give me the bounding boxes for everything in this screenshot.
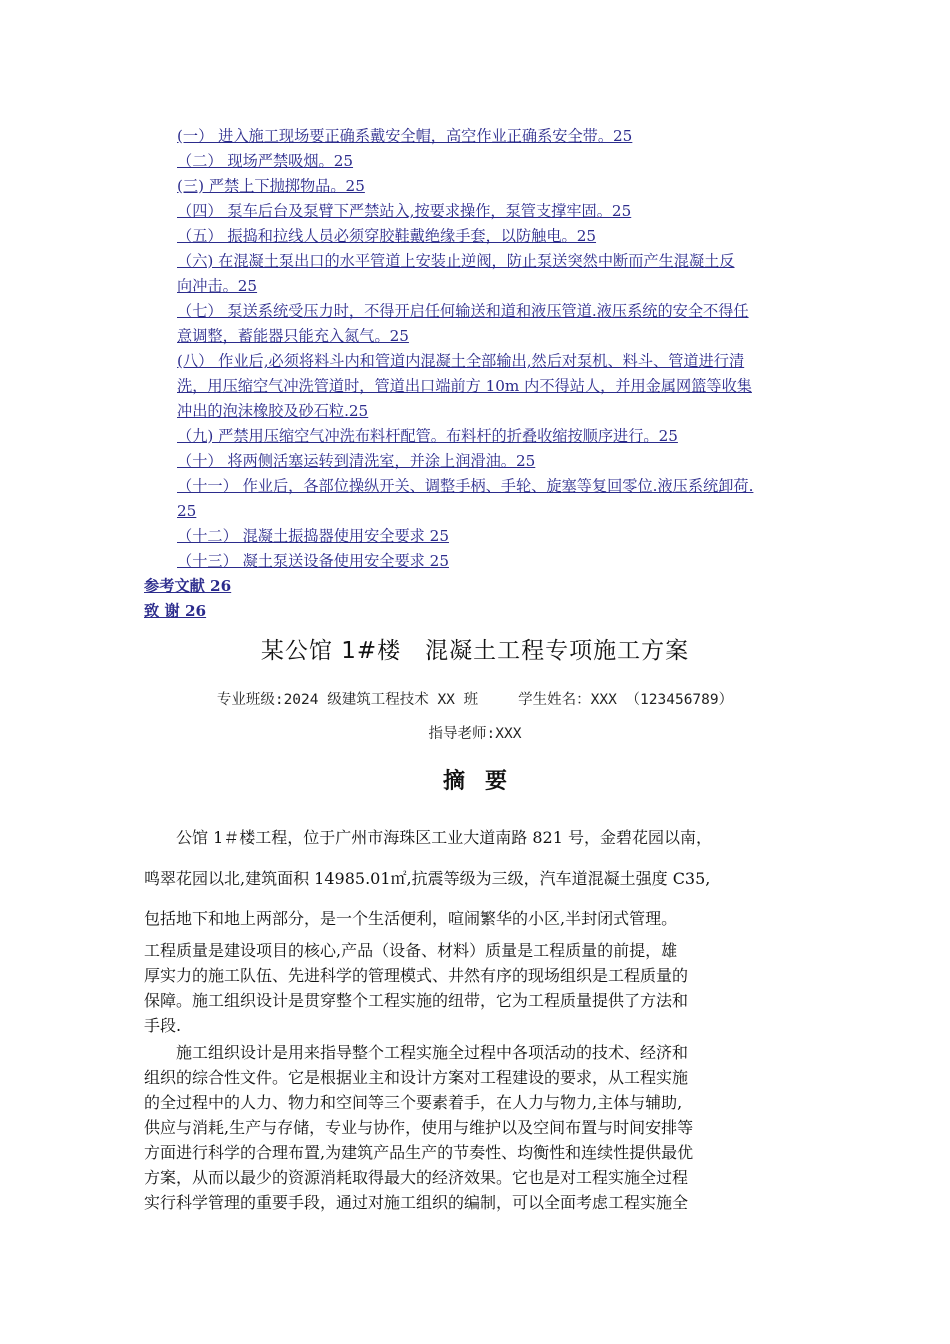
toc-item-line[interactable]: （九) 严禁用压缩空气冲洗布料杆配管。布料杆的折叠收缩按顺序进行。25: [177, 427, 678, 445]
abstract-line: 的全过程中的人力、物力和空间等三个要素着手，在人力与物力,主体与辅助,: [144, 1093, 683, 1112]
abstract-line: 鸣翠花园以北,建筑面积 14985.01㎡,抗震等级为三级，汽车道混凝土强度 C35,: [144, 869, 711, 888]
toc-item-references[interactable]: 参考文献 26: [144, 577, 232, 595]
advisor-info: 指导老师:XXX: [428, 726, 522, 742]
abstract-line: 厚实力的施工队伍、先进科学的管理模式、井然有序的现场组织是工程质量的: [144, 966, 689, 985]
toc-item-line[interactable]: （五） 振捣和拉线人员必须穿胶鞋戴绝缘手套，以防触电。25: [177, 227, 597, 245]
author-info-line: [0, 688, 950, 709]
toc-item-line[interactable]: 25: [177, 502, 197, 520]
student-info: 学生姓名：XXX （123456789）: [518, 692, 734, 708]
toc-item-line[interactable]: （十二） 混凝土振捣器使用安全要求 25: [177, 527, 449, 545]
abstract-line: 手段.: [144, 1016, 182, 1035]
abstract-line: 施工组织设计是用来指导整个工程实施全过程中各项活动的技术、经济和: [144, 1043, 689, 1062]
toc-item-line[interactable]: (三) 严禁上下抛掷物品。25: [177, 177, 365, 195]
abstract-line: 组织的综合性文件。它是根据业主和设计方案对工程建设的要求，从工程实施: [144, 1068, 689, 1087]
toc-item-line[interactable]: （四） 泵车后台及泵臂下严禁站入,按要求操作，泵管支撑牢固。25: [177, 202, 632, 220]
toc-item-line[interactable]: 意调整，蓄能器只能充入氮气。25: [177, 327, 409, 345]
abstract-line: 公馆 1＃楼工程，位于广州市海珠区工业大道南路 821 号，金碧花园以南，: [144, 828, 712, 847]
abstract-line: 方案，从而以最少的资源消耗取得最大的经济效果。它也是对工程实施全过程: [144, 1168, 689, 1187]
toc-item-line[interactable]: （十三） 凝土泵送设备使用安全要求 25: [177, 552, 449, 570]
toc-item-line[interactable]: （十一） 作业后，各部位操纵开关、调整手柄、手轮、旋塞等复回零位.液压系统卸荷.: [177, 477, 754, 495]
toc-item-line[interactable]: （二） 现场严禁吸烟。25: [177, 152, 354, 170]
toc-list: [0, 124, 950, 574]
abstract-line: 保障。施工组织设计是贯穿整个工程实施的纽带，它为工程质量提供了方法和: [144, 991, 689, 1010]
abstract-line: 工程质量是建设项目的核心,产品（设备、材料）质量是工程质量的前提，雄: [144, 941, 678, 960]
abstract-heading: 摘要: [442, 769, 527, 794]
toc-item-line[interactable]: 冲出的泡沫橡胶及砂石粒.25: [177, 402, 369, 420]
abstract-line: 包括地下和地上两部分，是一个生活便利，喧闹繁华的小区,半封闭式管理。: [144, 909, 678, 928]
toc-item-thanks[interactable]: 致 谢 26: [144, 602, 207, 620]
toc-item-line[interactable]: （六) 在混凝土泵出口的水平管道上安装止逆阀，防止泵送突然中断而产生混凝土反: [177, 252, 735, 270]
abstract-line: 方面进行科学的合理布置,为建筑产品生产的节奏性、均衡性和连续性提供最优: [144, 1143, 694, 1162]
abstract-line: 实行科学管理的重要手段，通过对施工组织的编制，可以全面考虑工程实施全: [144, 1193, 689, 1212]
abstract-line: 供应与消耗,生产与存储，专业与协作，使用与维护以及空间布置与时间安排等: [144, 1118, 694, 1137]
toc-item-line[interactable]: （十） 将两侧活塞运转到清洗室，并涂上润滑油。25: [177, 452, 536, 470]
toc-item-line[interactable]: (一） 进入施工现场要正确系戴安全帽，高空作业正确系安全带。25: [177, 127, 633, 145]
page-title: 某公馆 1#楼 混凝土工程专项施工方案: [260, 638, 690, 664]
toc-item-line[interactable]: (八） 作业后,必须将料斗内和管道内混凝土全部输出,然后对泵机、料斗、管道进行清: [177, 352, 745, 370]
toc-item-line[interactable]: 向冲击。25: [177, 277, 258, 295]
toc-item-line[interactable]: （七） 泵送系统受压力时，不得开启任何输送和道和液压管道.液压系统的安全不得任: [177, 302, 749, 320]
table-of-contents: [0, 124, 950, 624]
toc-item-line[interactable]: 洗，用压缩空气冲洗管道时，管道出口端前方 10m 内不得站人，并用金属网篮等收集: [177, 377, 752, 395]
class-info: 专业班级:2024 级建筑工程技术 XX 班: [216, 692, 479, 708]
